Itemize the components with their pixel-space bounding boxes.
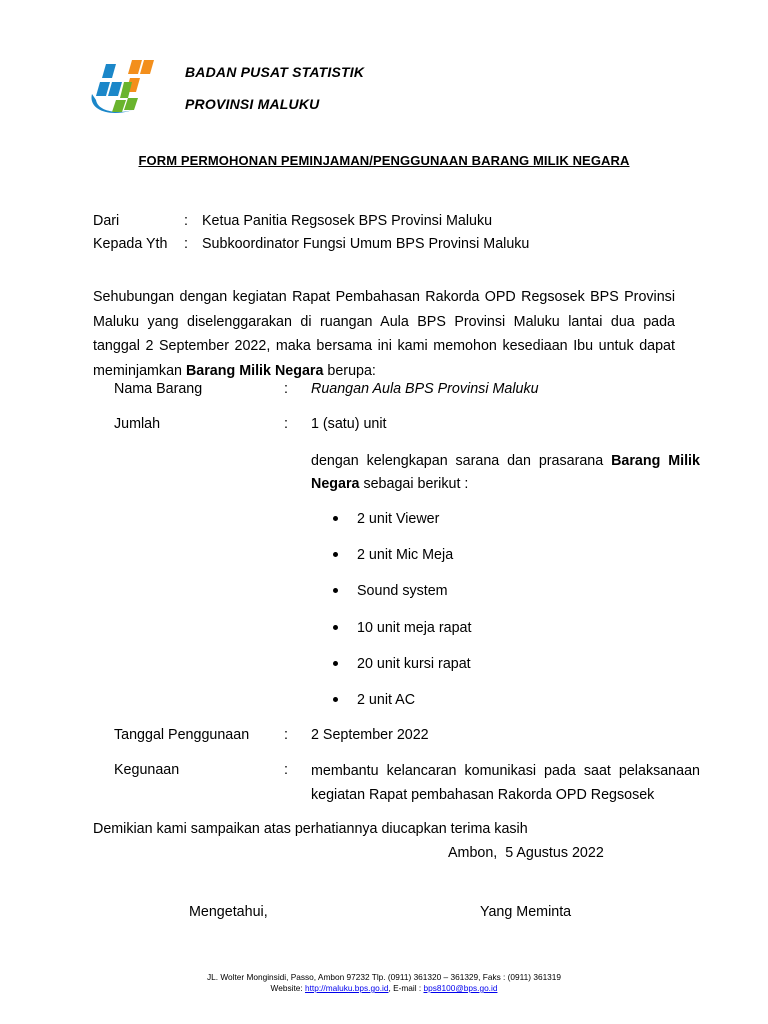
nama-barang-value: Ruangan Aula BPS Provinsi Maluku bbox=[311, 381, 539, 397]
tanggal-colon: : bbox=[284, 727, 288, 743]
from-label: Dari bbox=[93, 213, 120, 229]
list-item-text: 10 unit meja rapat bbox=[357, 619, 472, 636]
intro-paragraph bbox=[93, 285, 675, 383]
kelengkapan-after: sebagai berikut : bbox=[359, 476, 469, 492]
jumlah-label: Jumlah bbox=[114, 416, 161, 432]
place-date: Ambon, 5 Agustus 2022 bbox=[448, 845, 604, 861]
footer-contact bbox=[0, 983, 768, 993]
jumlah-value: 1 (satu) unit bbox=[311, 416, 387, 432]
form-title: FORM PERMOHONAN PEMINJAMAN/PENGGUNAAN BARANG MILIK NEGARA bbox=[138, 153, 630, 168]
intro-tail: berupa: bbox=[323, 362, 376, 379]
kelengkapan-before: dengan kelengkapan sarana dan prasarana bbox=[311, 453, 612, 469]
from-value: Ketua Panitia Regsosek BPS Provinsi Maluku bbox=[202, 213, 493, 229]
list-item-text: Sound system bbox=[357, 583, 448, 600]
to-label: Kepada Yth bbox=[93, 236, 168, 252]
intro-text: Sehubungan dengan kegiatan Rapat Pembahasan Rakorda OPD Regsosek BPS Provinsi Maluku yang diselenggarakan di ruangan Aula BPS Provinsi Maluku lantai dua pada tanggal 2 September 2022, maka bersama ini kami memohon kesediaan Ibu untuk dapat meminjamkan bbox=[93, 289, 675, 379]
bullet-icon bbox=[333, 516, 338, 521]
kelengkapan-text bbox=[311, 450, 700, 496]
bullet-icon bbox=[333, 552, 338, 557]
tanggal-label: Tanggal Penggunaan bbox=[114, 727, 250, 743]
nama-barang-colon: : bbox=[284, 381, 288, 397]
kegunaan-colon: : bbox=[284, 762, 288, 778]
list-item-text: 2 unit Viewer bbox=[357, 511, 440, 527]
org-name-line2: PROVINSI MALUKU bbox=[185, 96, 320, 112]
bullet-icon bbox=[333, 697, 338, 702]
kegunaan-value: membantu kelancaran komunikasi pada saat pelaksanaan kegiatan Rapat pembahasan Rakorda OPD Regsosek bbox=[311, 763, 700, 803]
kelengkapan-bold: Barang Milik Negara bbox=[311, 453, 700, 492]
bullet-icon bbox=[333, 625, 338, 630]
sign-right-label: Yang Meminta bbox=[480, 904, 572, 920]
sign-left-label: Mengetahui, bbox=[189, 904, 268, 920]
from-colon: : bbox=[184, 213, 188, 229]
list-item-text: 2 unit Mic Meja bbox=[357, 547, 454, 564]
intro-bold: Barang Milik Negara bbox=[185, 362, 324, 379]
kegunaan-label: Kegunaan bbox=[114, 762, 180, 778]
org-name-line1: BADAN PUSAT STATISTIK bbox=[185, 64, 365, 80]
email-link[interactable]: bps8100@bps.go.id bbox=[423, 983, 498, 993]
to-value: Subkoordinator Fungsi Umum BPS Provinsi Maluku bbox=[202, 236, 530, 252]
tanggal-value: 2 September 2022 bbox=[311, 727, 429, 743]
jumlah-colon: : bbox=[284, 416, 288, 432]
bullet-icon bbox=[333, 588, 338, 593]
bps-logo-icon bbox=[88, 54, 160, 120]
closing-text: Demikian kami sampaikan atas perhatiannya diucapkan terima kasih bbox=[93, 821, 528, 837]
email-label: , E-mail : bbox=[388, 983, 424, 993]
list-item-text: 20 unit kursi rapat bbox=[357, 655, 471, 672]
website-label: Website: bbox=[270, 983, 305, 993]
bullet-icon bbox=[333, 661, 338, 666]
list-item-text: 2 unit AC bbox=[357, 691, 416, 708]
website-link[interactable]: http://maluku.bps.go.id bbox=[304, 983, 389, 993]
footer-address: JL. Wolter Monginsidi, Passo, Ambon 97232 Tlp. (0911) 361320 – 361329, Faks : (0911) 361319 bbox=[206, 972, 562, 982]
to-colon: : bbox=[184, 236, 188, 252]
nama-barang-label: Nama Barang bbox=[114, 381, 203, 397]
